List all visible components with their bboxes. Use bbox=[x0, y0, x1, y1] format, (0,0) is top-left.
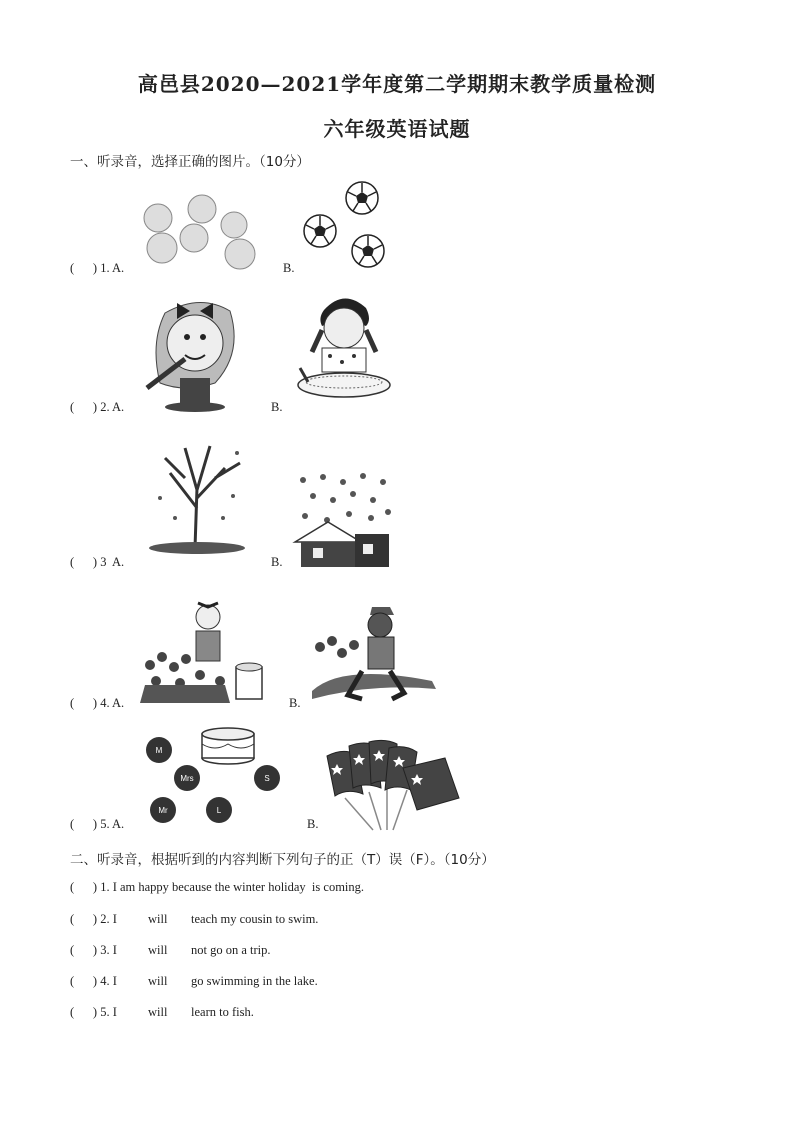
ping-pong-balls-image bbox=[138, 192, 263, 272]
q5-option-b: B. bbox=[307, 817, 319, 831]
tf-item-1: ( ) 1. I am happy because the winter holiday is coming. bbox=[70, 880, 365, 894]
q2-option-b: B. bbox=[271, 400, 283, 414]
q2-label: ( ) 2. A. bbox=[70, 400, 125, 414]
tf-item-4-text: go swimming in the lake. bbox=[191, 974, 318, 988]
badge-letter: Mr bbox=[158, 806, 168, 815]
boy-washing-face-image bbox=[294, 290, 394, 405]
q3-label: ( ) 3 A. bbox=[70, 555, 125, 569]
q5-label: ( ) 5. A. bbox=[70, 817, 125, 831]
tf-item-4-prefix: ( ) 4. I bbox=[70, 974, 117, 988]
tf-item-5-will: will bbox=[148, 1005, 168, 1019]
tf-item-2-will: will bbox=[148, 912, 168, 926]
q3-option-b: B. bbox=[271, 555, 283, 569]
tf-item-5-prefix: ( ) 5. I bbox=[70, 1005, 117, 1019]
snowflakes bbox=[300, 473, 391, 523]
boy-in-garden-image bbox=[312, 603, 438, 707]
girl-watering-flowers-image bbox=[140, 595, 265, 705]
footballs-image bbox=[300, 178, 390, 273]
autumn-tree-image bbox=[145, 438, 250, 556]
page-title: 高邑县2020—2021学年度第二学期期末教学质量检测 bbox=[137, 72, 657, 96]
girl-brushing-teeth-image bbox=[145, 293, 245, 411]
tf-item-5-text: learn to fish. bbox=[191, 1005, 254, 1019]
tf-item-3-prefix: ( ) 3. I bbox=[70, 943, 117, 957]
tf-item-3-will: will bbox=[148, 943, 168, 957]
badge-letter: Mrs bbox=[180, 774, 194, 783]
snowy-house-image bbox=[293, 472, 393, 568]
cake-and-badges-image bbox=[143, 724, 283, 828]
page-subtitle: 六年级英语试题 bbox=[323, 117, 471, 141]
q4-label: ( ) 4. A. bbox=[70, 696, 125, 710]
tf-item-2-prefix: ( ) 2. I bbox=[70, 912, 117, 926]
tf-item-4-will: will bbox=[148, 974, 168, 988]
q4-option-b: B. bbox=[289, 696, 301, 710]
q1-option-b: B. bbox=[283, 261, 295, 275]
section1-heading: 一、听录音，选择正确的图片。（10分） bbox=[70, 154, 310, 170]
badge-letter: L bbox=[216, 806, 222, 815]
q1-label: ( ) 1. A. bbox=[70, 261, 125, 275]
tf-item-2-text: teach my cousin to swim. bbox=[191, 912, 319, 926]
tf-item-3-text: not go on a trip. bbox=[191, 943, 271, 957]
badge-letter: M bbox=[155, 746, 163, 755]
badge-letter: S bbox=[264, 774, 270, 783]
section2-heading: 二、听录音，根据听到的内容判断下列句子的正（T）误（F）。（10分） bbox=[70, 852, 495, 868]
national-flags-image bbox=[325, 738, 461, 833]
